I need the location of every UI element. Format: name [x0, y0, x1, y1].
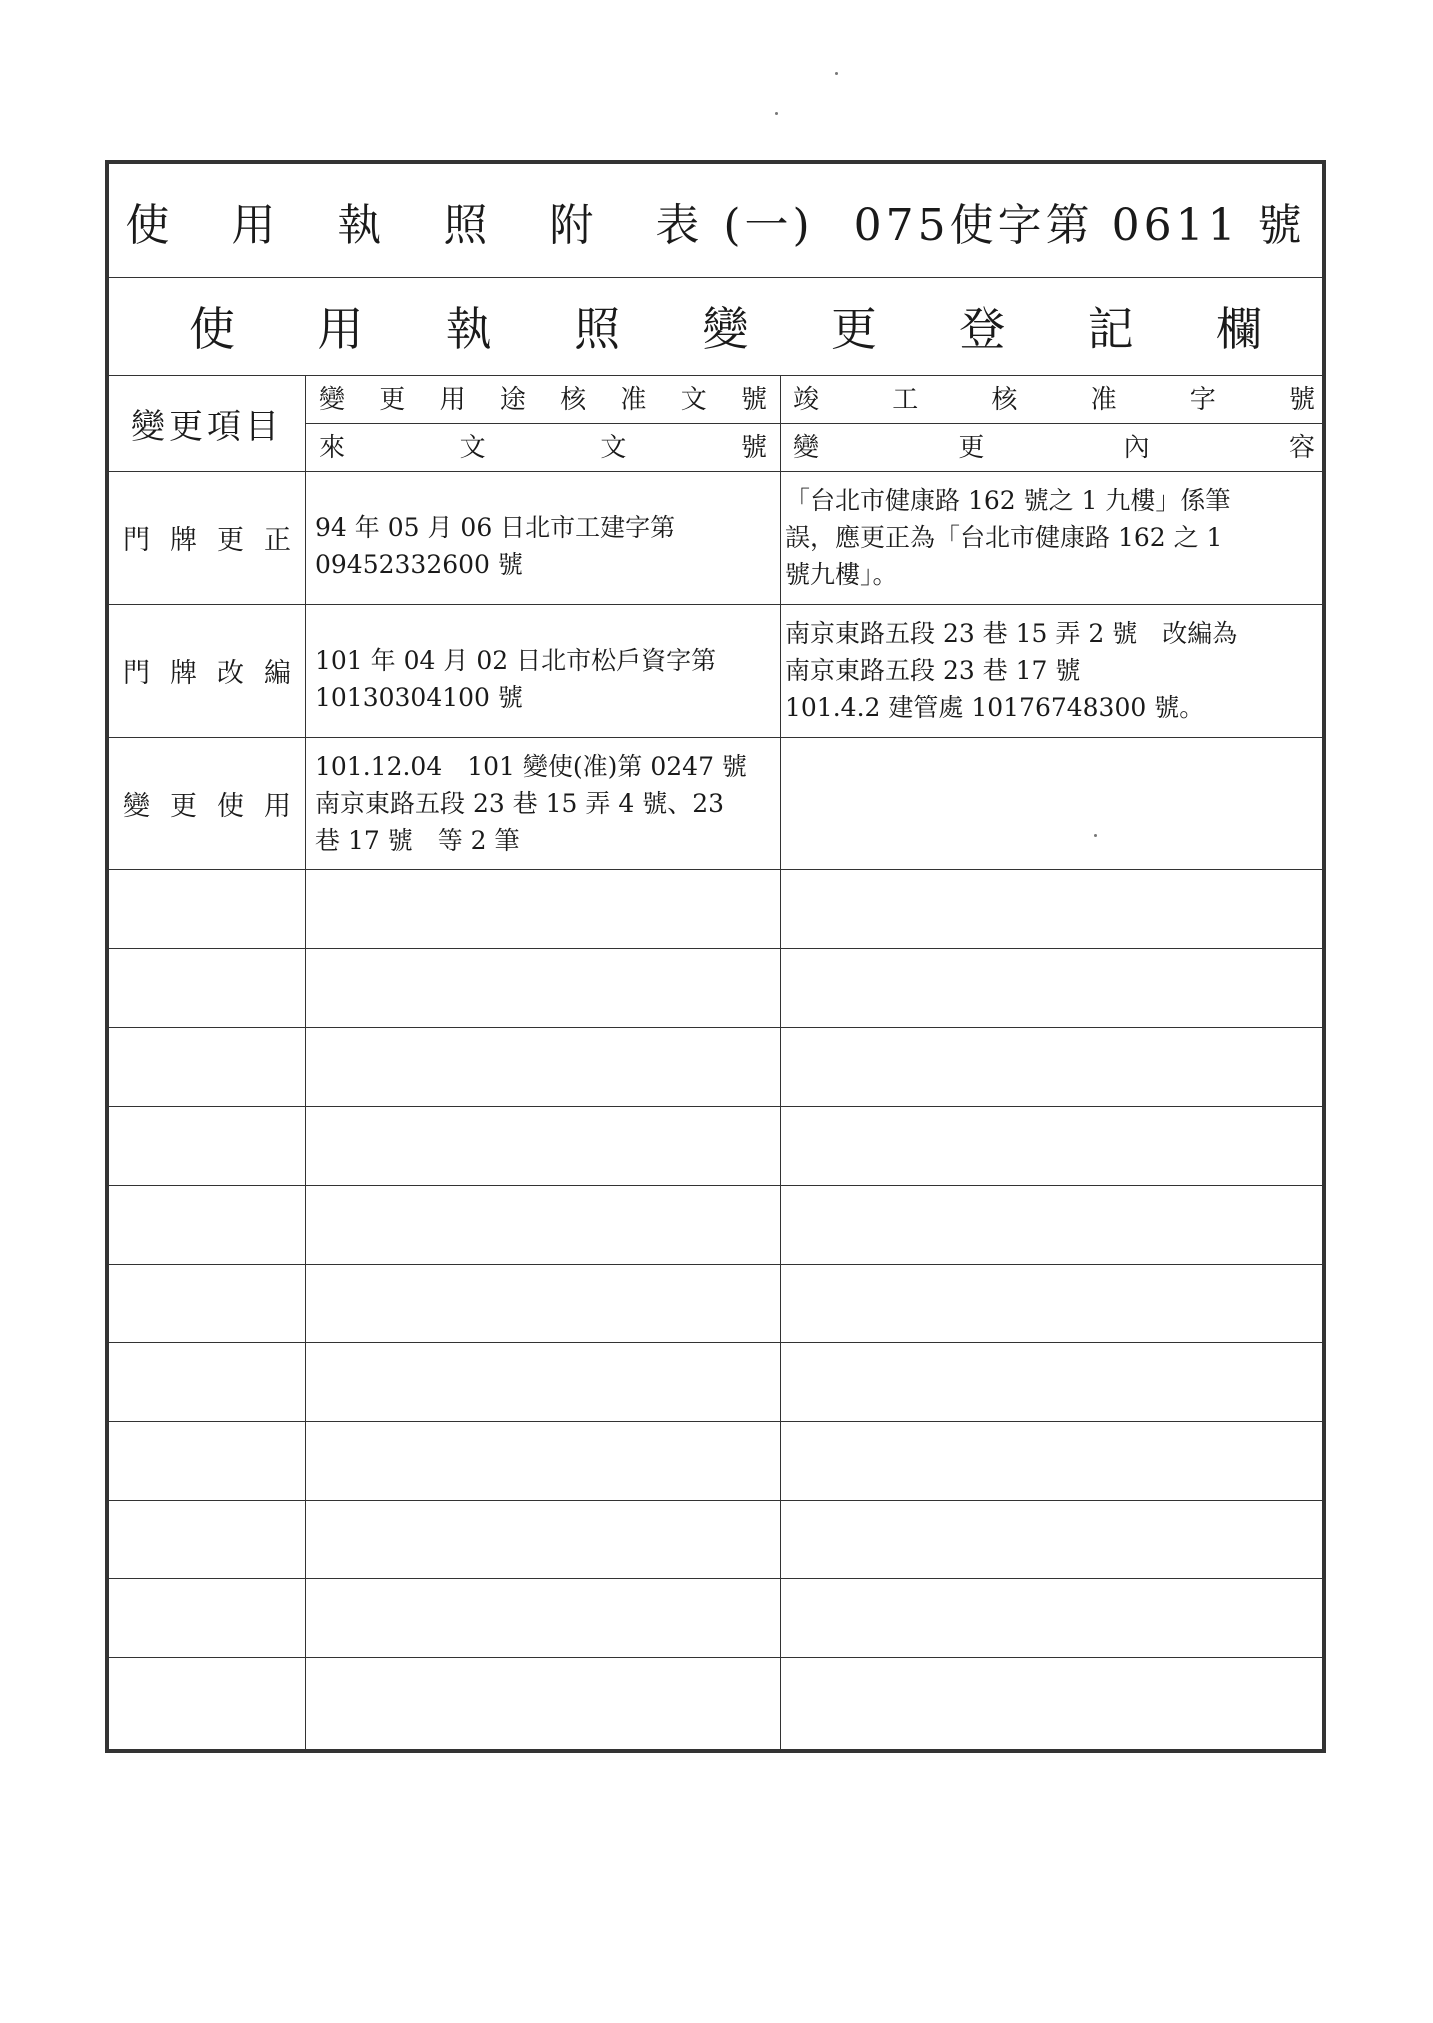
page-title — [109, 164, 1322, 277]
content-line: 號九樓」。 — [785, 560, 898, 589]
hdr-char: 用 — [439, 385, 466, 415]
header-item-text: 變更項目 — [131, 406, 283, 447]
hdr-char: 核 — [991, 385, 1018, 415]
doc-line: 巷 17 號 等 2 筆 — [315, 826, 520, 855]
hdr-char: 途 — [499, 385, 526, 415]
row-item-char: 變 — [123, 790, 150, 822]
row-content-1 — [785, 482, 1230, 593]
hdr-char: 文 — [680, 385, 707, 415]
hdr-char: 變 — [793, 433, 820, 463]
row-item-char: 牌 — [170, 658, 197, 689]
row-item-2 — [109, 604, 305, 737]
content-line: 「台北市健康路 162 號之 1 九樓」係筆 — [785, 486, 1231, 515]
content-line: 南京東路五段 23 巷 17 號 — [785, 656, 1081, 685]
hdr-char: 文 — [459, 433, 486, 463]
row-item-char: 改 — [217, 658, 244, 689]
content-line: 101.4.2 建管處 10176748300 號。 — [785, 693, 1205, 722]
stray-dot — [775, 112, 778, 115]
row-item-char: 正 — [264, 525, 291, 556]
hdr-char: 工 — [892, 385, 919, 415]
subtitle-char: 用 — [317, 302, 364, 356]
row-item-char: 牌 — [170, 525, 197, 556]
header-col3-top — [793, 382, 1315, 419]
hdr-char: 准 — [620, 385, 647, 415]
row-doc-2 — [315, 642, 716, 716]
hdr-char: 文 — [600, 433, 627, 463]
row-doc-3 — [315, 748, 747, 859]
header-col3-bottom — [793, 430, 1315, 467]
row-content-2 — [785, 615, 1237, 726]
row-item-char: 更 — [170, 790, 197, 822]
title-left: 使 用 執 照 附 表 — [125, 199, 724, 251]
row-item-1 — [109, 471, 305, 604]
subtitle-char: 照 — [574, 302, 621, 356]
subtitle-char: 更 — [830, 302, 877, 356]
row-item-char: 更 — [217, 525, 244, 556]
subtitle-char: 記 — [1087, 302, 1134, 356]
hdr-char: 號 — [1288, 385, 1315, 415]
header-item-label — [109, 375, 305, 471]
doc-line: 10130304100 號 — [315, 683, 523, 712]
doc-line: 南京東路五段 23 巷 15 弄 4 號、23 — [315, 789, 725, 818]
row-item-3 — [109, 737, 305, 869]
hdr-char: 核 — [560, 385, 587, 415]
subtitle-char: 變 — [702, 302, 749, 356]
doc-line: 94 年 05 月 06 日北市工建字第 — [315, 513, 676, 542]
header-col2-bottom — [319, 430, 767, 467]
subtitle-char: 欄 — [1216, 302, 1262, 356]
hdr-char: 竣 — [793, 385, 820, 415]
license-table — [105, 160, 1326, 1753]
doc-line: 09452332600 號 — [315, 550, 523, 579]
doc-line: 101 年 04 月 02 日北市松戶資字第 — [315, 646, 717, 675]
subtitle-char: 執 — [445, 302, 492, 356]
content-line: 南京東路五段 23 巷 15 弄 2 號 改編為 — [785, 619, 1238, 648]
row-item-char: 門 — [123, 525, 150, 556]
row-item-char: 編 — [264, 658, 291, 689]
hdr-char: 來 — [319, 433, 346, 463]
page-subtitle — [109, 277, 1322, 375]
doc-line: 101.12.04 101 變使(准)第 0247 號 — [315, 752, 747, 781]
content-line: 誤，應更正為「台北市健康路 162 之 1 — [785, 523, 1223, 552]
subtitle-char: 使 — [189, 302, 235, 356]
hdr-char: 准 — [1090, 385, 1117, 415]
hdr-char: 字 — [1189, 385, 1216, 415]
hdr-char: 更 — [379, 385, 406, 415]
row-item-char: 使 — [217, 790, 244, 822]
hdr-char: 變 — [319, 385, 346, 415]
stray-dot — [1094, 834, 1097, 837]
subtitle-char: 登 — [959, 302, 1006, 356]
header-col2-top — [319, 382, 767, 419]
row-item-char: 用 — [264, 790, 291, 822]
hdr-char: 容 — [1288, 433, 1315, 463]
hdr-char: 號 — [740, 433, 767, 463]
row-item-char: 門 — [123, 658, 150, 689]
title-number: 075使字第 0611 號 — [853, 199, 1306, 251]
hdr-char: 號 — [740, 385, 767, 415]
row-doc-1 — [315, 509, 675, 583]
stray-dot — [835, 72, 838, 75]
hdr-char: 內 — [1123, 433, 1150, 463]
title-paren: (一) — [723, 199, 814, 251]
hdr-char: 更 — [958, 433, 985, 463]
